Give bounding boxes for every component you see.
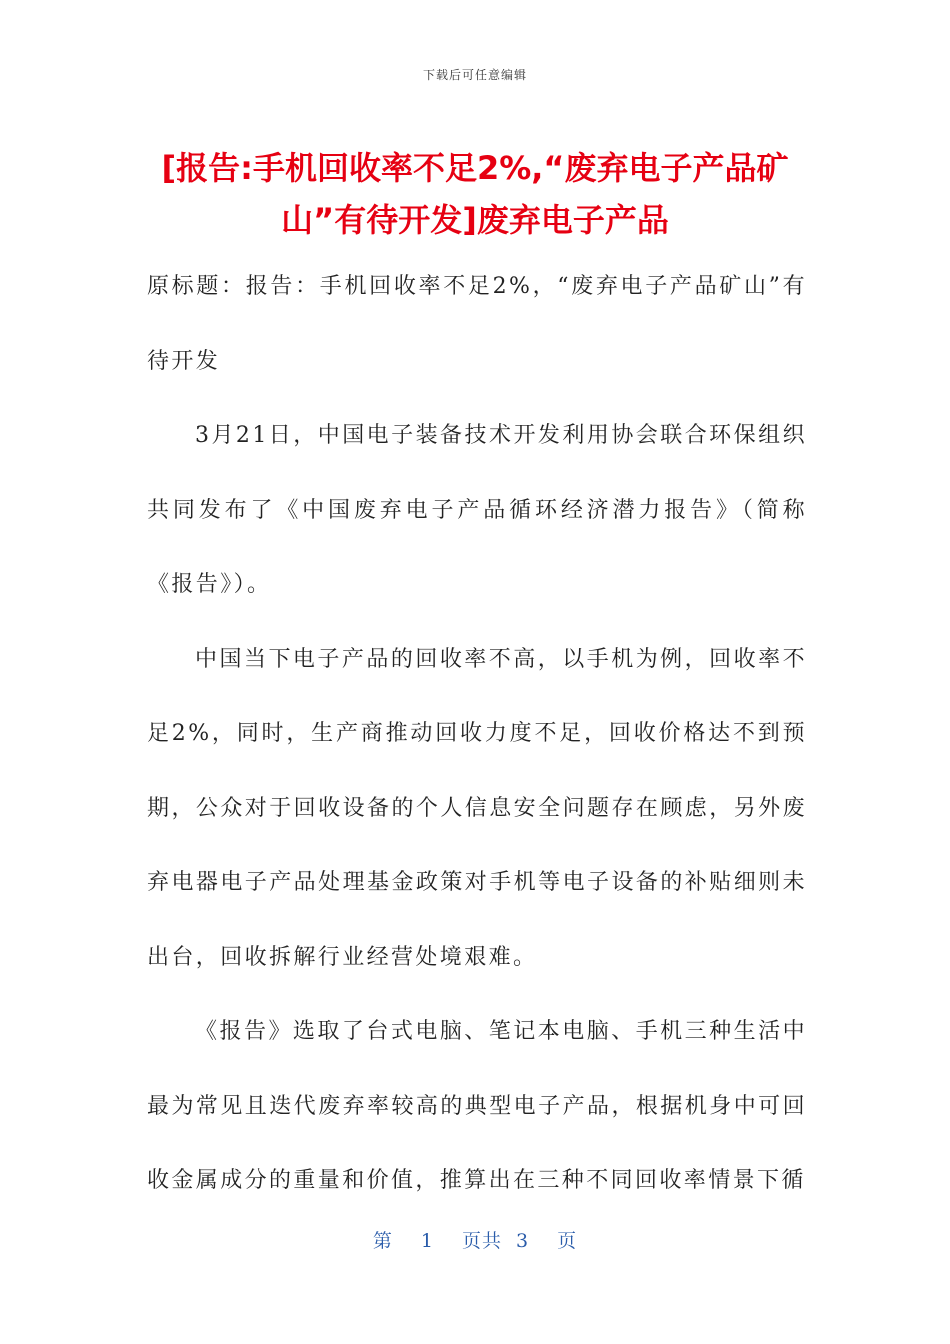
paragraph-original-title: 原标题：报告：手机回收率不足2%，“废弃电子产品矿山”有待开发 (147, 274, 807, 374)
paragraph-recycling-rate: 中国当下电子产品的回收率不高，以手机为例，回收率不足2%，同时，生产商推动回收力度不足，回收价格达不到预期，公众对于回收设备的个人信息安全问题存在顾虑，另外废弃电器电子产品处理基金政策对手机等电子设备的补贴细则未出台，回收拆解行业经营处境艰难。 (147, 646, 807, 970)
paragraph-report-selection: 《报告》选取了台式电脑、笔记本电脑、手机三种生活中最为常见且迭代废弃率较高的典型电子产品，根据机身中可回收金属成分的重量和价值，推算出在三种不同回收率情景下循 (147, 1019, 807, 1193)
page-number-footer (0, 1226, 950, 1253)
page-current: 1 (420, 1230, 434, 1252)
page-middle: 页共 (461, 1230, 502, 1252)
paragraph-release: 3月21日，中国电子装备技术开发利用协会联合环保组织共同发布了《中国废弃电子产品循环经济潜力报告》（简称《报告》）。 (147, 423, 807, 597)
header-note: 下载后可任意编辑 (422, 68, 527, 82)
page-prefix: 第 (372, 1230, 393, 1252)
page-suffix: 页 (557, 1230, 578, 1252)
page-total: 3 (516, 1230, 530, 1252)
document-body (147, 250, 807, 1219)
document-title: [报告:手机回收率不足2%,“废弃电子产品矿山”有待开发]废弃电子产品 (161, 149, 789, 239)
